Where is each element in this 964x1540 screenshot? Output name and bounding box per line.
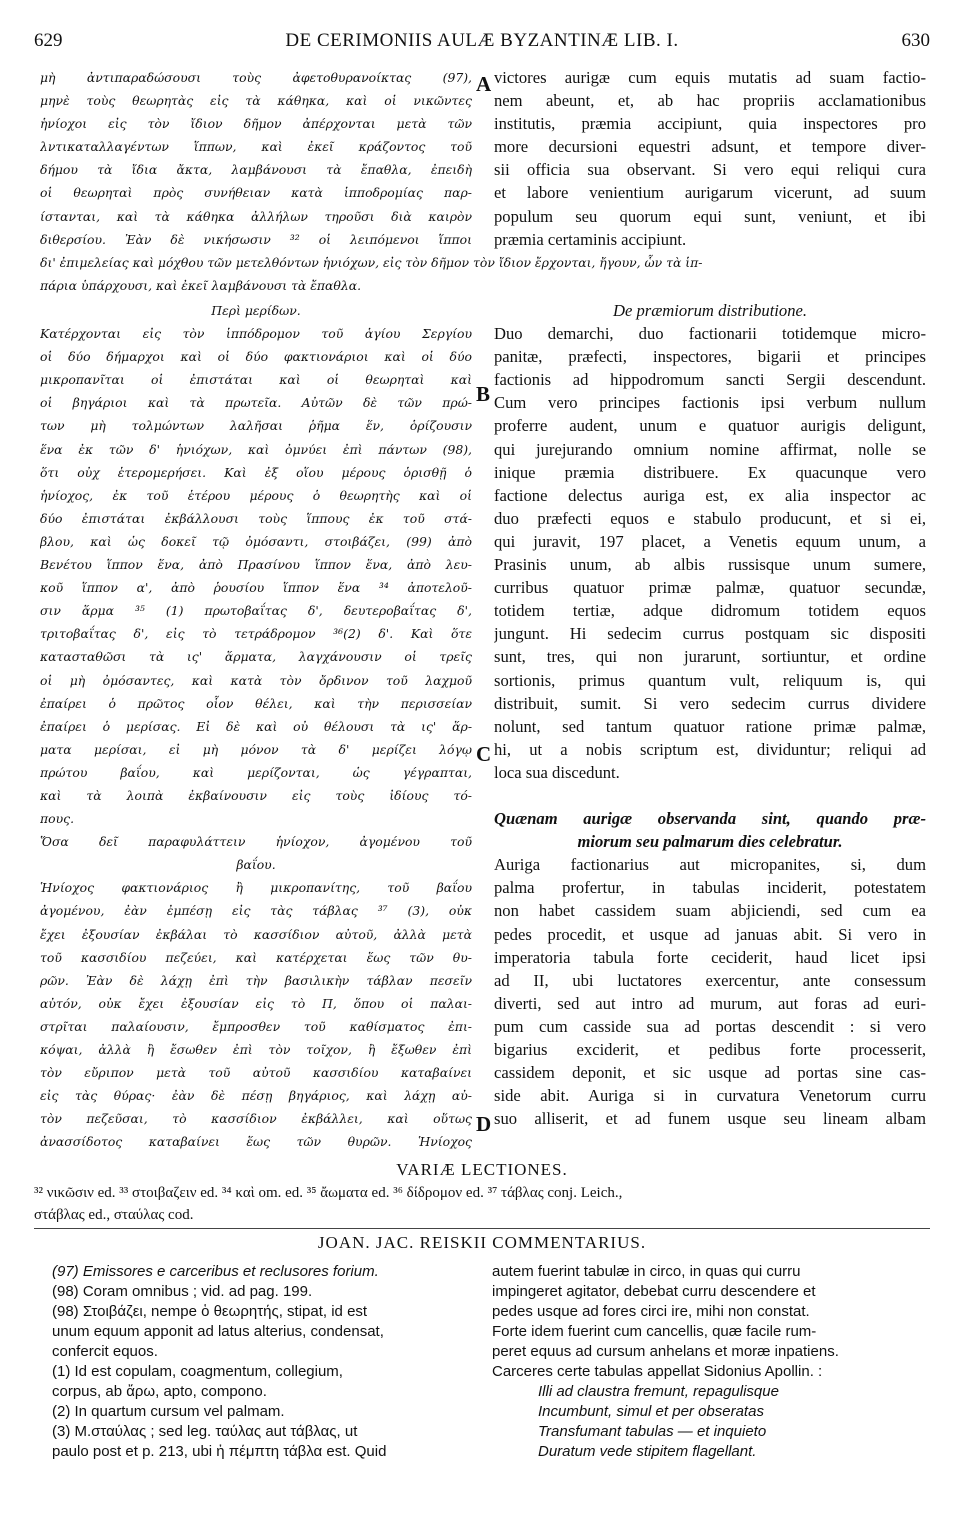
note-line: (98) Στοιβάζει, nempe ὁ θεωρητής, stipat, id est xyxy=(52,1303,368,1320)
greek-line: πρώτου βαΐου, καὶ μερίζονται, ὡς γέγραπται, xyxy=(40,764,472,780)
greek-line: ἡνίοχοι εἰς τὸν ἴδιον δῆμον ἀπέρχονται μετὰ τῶν xyxy=(40,116,472,132)
greek-line: κατασταθῶσι τὰ ις' ἅρματα, λαγχάνουσιν οἱ τρεῖς xyxy=(40,649,472,665)
greek-line: σιν ἅρμα ³⁵ (1) πρωτοβαΐτας δ', δευτεροβαΐτας δ', xyxy=(40,603,472,619)
variant-line: στάβλας ed., σταύλας cod. xyxy=(34,1207,194,1223)
latin-line: ad II, ubi luctatores exercentur, ante consessum xyxy=(494,970,926,990)
latin-line: non habet cassidem suam abjiciendi, sed cum ea xyxy=(494,901,926,921)
page-header xyxy=(34,30,930,56)
greek-column-block2 xyxy=(40,299,472,1153)
note-line: Carceres certe tabulas appellat Sidonius Apollin. : xyxy=(492,1363,823,1380)
note-line: unum equum apponit ad latus alterius, condensat, xyxy=(52,1323,384,1340)
greek-line: ἀνασσίδοτος καταβαίνει ἕως τῶν θυρῶν. Ἡνίοχος xyxy=(40,1134,472,1150)
latin-line: loca sua discedunt. xyxy=(494,762,620,782)
latin-line: more decursioni equestri adsunt, et tempore diver- xyxy=(494,137,926,157)
greek-line: ἕνα ἐκ τῶν δ' ἡνιόχων, καὶ ὀμνύει ἐπὶ πάντων (98), xyxy=(40,441,472,457)
latin-line: qui jurejurando omnium nomine affirmat, nolle se xyxy=(494,439,926,459)
commentary-right-column xyxy=(492,1262,932,1462)
note-line: pedes usque ad fores circi ire, mihi non constat. xyxy=(492,1303,810,1320)
note-line: impingeret agitator, debebat curru descendere et xyxy=(492,1283,816,1300)
latin-line: diverti, sed aut intro ad murum, aut foras ad euri- xyxy=(494,993,926,1013)
greek-line: λντικαταλλαγέντων ἵππων, καὶ ἐκεῖ κράζοντος τοῦ xyxy=(40,139,472,155)
greek-wide-line: πάρια ὑπάρχουσι, καὶ ἐκεῖ λαμβάνουσι τὰ ἔπαθλα. xyxy=(40,278,362,293)
latin-spacer xyxy=(494,784,926,807)
page-number-left: 629 xyxy=(34,30,63,51)
latin-line: Prasinis unum, ab albis russisque unum sumere, xyxy=(494,555,926,575)
latin-line: hi, ut a nobis scriptum est, dividuntur; reliqui ad xyxy=(494,739,926,759)
greek-line: ἔχει ἐξουσίαν ἐκβάλαι τὸ κασσίδιον αὐτοῦ, ἀλλὰ μετὰ xyxy=(40,926,472,942)
latin-line: side abit. Auriga si in curvatura Venetorum curru xyxy=(494,1086,926,1106)
greek-line: δύο ἐπιστάται ἐκβάλλουσι τοὺς ἵππους ἐκ τοῦ στά- xyxy=(40,510,472,526)
greek-line: οἱ δύο δήμαρχοι καὶ οἱ δύο φακτιονάριοι καὶ οἱ δύο xyxy=(40,349,472,365)
variae-lectiones-heading: VARIÆ LECTIONES. xyxy=(396,1160,568,1179)
greek-line: αὐτόν, οὐκ ἔχει ἐξουσίαν εἰς τὸ Π, ὅπου οἱ παλαι- xyxy=(40,995,472,1011)
latin-line: Auriga factionarius aut micropanites, si, dum xyxy=(494,855,926,875)
greek-line: διθερσίου. Ἐὰν δὲ νικήσωσιν ³² οἱ λειπόμενοι ἵπποι xyxy=(40,231,472,247)
latin-line: populum seu quorum equi sunt, veniunt, et ibi xyxy=(494,206,926,226)
greek-line: Βενέτου ἵππον ἕνα, ἀπὸ Πρασίνου ἵππον ἕνα, ἀπὸ λευ- xyxy=(40,557,472,573)
latin-line: sunt, tres, qui non jurarunt, sortiuntur, et ordine xyxy=(494,647,926,667)
greek-line: ρῶν. Ἐὰν δὲ λάχῃ ἐπὶ τὴν βασιλικὴν τάβλαν πεσεῖν xyxy=(40,972,472,988)
latin-line: imperatoria tabula forte ceciderit, haud licet ipsi xyxy=(494,947,926,967)
greek-line: εἰς τὰς θύρας· ἐὰν δὲ πέσῃ βηγάριος, καὶ λάχῃ αὐ- xyxy=(40,1088,472,1104)
greek-line: ὅτι οὐχ ἑτερομερήσει. Καὶ ἐξ οἵου μέρους ὁρισθῇ ὁ xyxy=(40,464,472,480)
greek-line: καὶ τὰ λοιπὰ ἐκβαίνουσιν εἰς τοὺς ἰδίους τό- xyxy=(40,787,472,803)
greek-line: οἱ θεωρηταὶ πρὸς συνήθειαν κατὰ ἱπποδρομίας παρ- xyxy=(40,185,472,201)
greek-line: ἐπαίρει ὁ μερίσας. Εἰ δὲ καὶ οὐ θέλουσι τὰ ις' ἅρ- xyxy=(40,718,472,734)
latin-line: sortionis, primus quantum vult, reliquum is, qui xyxy=(494,670,926,690)
greek-line: τριτοβαΐτας δ', εἰς τὸ τετράδρομον ³⁶(2) δ'. Καὶ ὅτε xyxy=(40,626,472,642)
note-line: autem fuerint tabulæ in circo, in quas qui curru xyxy=(492,1263,801,1280)
greek-line: ἡνίοχος, ἐκ τοῦ ἑτέρου μέρους ὁ θεωρητὴς καὶ οἱ xyxy=(40,487,472,503)
latin-line: victores aurigæ cum equis mutatis ad suam factio- xyxy=(494,68,926,87)
variant-line: ³² νικῶσιν ed. ³³ στοιβαζειν ed. ³⁴ καὶ om. ed. ³⁵ ἄωματα ed. ³⁶ δίδρομον ed. ³⁷ τάβλας conj. Leich., xyxy=(34,1185,623,1201)
latin-line: curribus quatuor primæ palmæ, quatuor secundæ, xyxy=(494,578,926,598)
latin-line: proferre audent, unum e quatuor aurigis deligunt, xyxy=(494,416,926,436)
section-marker-a: A xyxy=(476,72,492,96)
latin-line: inique præmia distribuere. Ex quacunque vero xyxy=(494,462,926,482)
latin-line: cassidem deponit, et sic usque ad portas sine cas- xyxy=(494,1063,926,1083)
greek-line: ἀγομένου, ἐὰν ἐμπέσῃ εἰς τὰς τάβλας ³⁷ (3), οὐκ xyxy=(40,903,472,919)
greek-line: ίστανται, καὶ τὰ κάθηκα ἀλλήλων τηροῦσι διὰ καιρὸν xyxy=(40,208,472,224)
running-title: DE CERIMONIIS AULÆ BYZANTINÆ LIB. I. xyxy=(285,30,679,51)
latin-line: Duo demarchi, duo factionarii totidemque micro- xyxy=(494,324,926,344)
latin-line: nolunt, sed tantum quatuor ratione primæ palmæ, xyxy=(494,716,926,736)
poem-line: Duratum vede stipitem flagellant. xyxy=(538,1443,757,1460)
latin-line: sii officia sua observant. Si vero equi reliqui cura xyxy=(494,160,926,180)
note-line: paulo post et p. 213, ubi ἡ πέμπτη τάβλα est. Quid xyxy=(52,1443,387,1460)
note-line: (97) Emissores e carceribus et reclusores forium. xyxy=(52,1263,379,1280)
greek-line: κοῦ ἵππον α', ἀπὸ ῥουσίου ἵππον ἕνα ³⁴ ἀποτελοῦ- xyxy=(40,580,472,596)
note-line: Forte idem fuerint cum cancellis, quæ facile rum- xyxy=(492,1323,817,1340)
greek-line: τοῦ κασσιδίου πεζεύει, καὶ κατέρχεται ἕως τῶν θυ- xyxy=(40,949,472,965)
section-marker-b: B xyxy=(476,382,491,406)
latin-line: palma profertur, in tabulas inciderit, potestatem xyxy=(494,878,926,898)
page-number-right: 630 xyxy=(901,30,930,51)
poem-line: Illi ad claustra fremunt, repagulisque xyxy=(538,1383,779,1400)
greek-line: πους. xyxy=(40,811,75,827)
greek-line: δήμου τὰ ἴδια ἄκτα, λαμβάνουσι τὰ ἔπαθλα, ἐπειδὴ xyxy=(40,162,472,178)
greek-line: στρῖται παλαίουσιν, ἔμπροσθεν τοῦ καθίσματος ἐπι- xyxy=(40,1018,472,1034)
greek-line: τὸν εὔριπον μετὰ τοῦ αὐτοῦ κασσιδίου καταβαίνει xyxy=(40,1065,472,1081)
poem-line: Incumbunt, simul et per obseratas xyxy=(538,1403,764,1420)
latin-line: duo præfecti equos e stabulo producunt, et si ei, xyxy=(494,508,926,528)
latin-section-heading: Quænam aurigæ observanda sint, quando præ- xyxy=(494,809,926,829)
latin-section-heading: miorum seu palmarum dies celebratur. xyxy=(577,832,843,852)
greek-line: Ἡνίοχος φακτιονάριος ἢ μικροπανίτης, τοῦ βαΐου xyxy=(40,880,472,896)
note-line: peret equus ad cursum anhelans et moræ inpatiens. xyxy=(492,1343,839,1360)
latin-line: distribuit, sumit. Si vero sedecim currus dividere xyxy=(494,693,926,713)
latin-line: factionis ad hippodromum sancti Sergii descendunt. xyxy=(494,370,926,390)
greek-line: μικροπανῖται οἱ ἐπιστάται καὶ οἱ θεωρηταὶ καὶ xyxy=(40,372,472,388)
greek-section-heading: Περὶ μερίδων. xyxy=(211,303,301,318)
latin-line: qui juravit, 197 placet, a Venetis equum unum, a xyxy=(494,531,926,551)
latin-line: jungunt. Hi sedecim currus postquam sic dispositi xyxy=(494,624,926,644)
poem-line: Transfumant tabulas — et inquieto xyxy=(538,1423,767,1440)
latin-line: factione delectus auriga est, ex alia inspector ac xyxy=(494,485,926,505)
greek-line: μὴ ἀντιπαραδώσουσι τοὺς ἀφετοθυρανοίκτας (97), xyxy=(40,70,472,85)
note-line: (2) In quartum cursum vel palmam. xyxy=(52,1403,285,1420)
greek-section-heading: βαΐου. xyxy=(236,857,276,873)
latin-line: panitæ, præfecti, inspectores, bigarii et principes xyxy=(494,347,926,367)
greek-line: ματα μερίσαι, εἰ μὴ μόνον τὰ δ' μερίζει λόγῳ xyxy=(40,741,472,757)
greek-line: των μὴ τολμώντων λαλῆσαι ῥῆμα ἕν, ὁρίζουσιν xyxy=(40,418,472,434)
greek-line: τὸν πεζεῦσαι, τὸ κασσίδιον ἐκβάλλει, καὶ οὕτως xyxy=(40,1111,472,1127)
greek-line: μηνὲ τοὺς θεωρητὰς εἰς τὰ κάθηκα, καὶ οἱ νικῶντες xyxy=(40,93,472,109)
variant-readings xyxy=(34,1182,934,1226)
latin-line: nem abeunt, et, ab hac propriis acclamationibus xyxy=(494,91,926,111)
greek-line: ἐπαίρει ὁ πρῶτος οἷον θέλει, καὶ τὴν περισσείαν xyxy=(40,695,472,711)
note-line: (3) M.σταύλας ; sed leg. ταύλας aut τάβλας, ut xyxy=(52,1423,358,1440)
latin-line: pum cum casside sua ad portas descendit : si vero xyxy=(494,1016,926,1036)
latin-line: suo alliserit, et ad funem usque seu lineam albam xyxy=(494,1109,926,1129)
latin-line: præmia certaminis accipiunt. xyxy=(494,229,687,249)
latin-line: institutis, præmia accipiunt, quia inspectores pro xyxy=(494,114,926,134)
section-marker-c: C xyxy=(476,742,492,766)
note-line: confercit equos. xyxy=(52,1343,158,1360)
latin-line: et labore venientium aurigarum vicerunt, ad suum xyxy=(494,183,926,203)
latin-section-heading: De præmiorum distributione. xyxy=(612,301,808,320)
note-line: (1) Id est copulam, coagmentum, collegium, xyxy=(52,1363,343,1380)
commentary-heading: JOAN. JAC. REISKII COMMENTARIUS. xyxy=(317,1233,647,1252)
latin-line: bigarius exciderit, et pedibus forte processerit, xyxy=(494,1040,926,1059)
greek-line: οἱ μὴ ὀμόσαντες, καὶ κατὰ τὸν ὄρδινον τοῦ λαχμοῦ xyxy=(40,672,472,688)
latin-line: totidem tertiæ, adque didromum totidem equos xyxy=(494,601,926,621)
latin-column-block1 xyxy=(494,66,926,251)
note-line: (98) Coram omnibus ; vid. ad pag. 199. xyxy=(52,1283,313,1300)
greek-line: βλου, καὶ ὡς δοκεῖ τῷ ὀμόσαντι, στοιβάζει, (99) ἀπὸ xyxy=(40,533,472,549)
latin-column-block2 xyxy=(494,299,926,1130)
latin-line: pedes procedit, et usque ad januas abit. Si vero in xyxy=(494,924,926,944)
latin-line: Cum vero principes factionis ipsi verbum nullum xyxy=(494,393,926,413)
greek-line: κόψαι, ἀλλὰ ἢ ἔσωθεν ἐπὶ τὸν τοῖχον, ἢ ἔξωθεν ἐπὶ xyxy=(40,1042,472,1057)
greek-section-heading: Ὅσα δεῖ παραφυλάττειν ἡνίοχον, ἀγομένου τοῦ xyxy=(40,834,472,850)
greek-column-block1 xyxy=(40,66,472,251)
greek-line: Κατέρχονται εἰς τὸν ἱππόδρομον τοῦ ἁγίου Σεργίου xyxy=(40,326,472,342)
divider xyxy=(34,1228,930,1229)
commentary-left-column xyxy=(52,1262,472,1462)
greek-line: οἱ βηγάριοι καὶ τὰ πρωτεῖα. Αὐτῶν δὲ τῶν πρώ- xyxy=(40,395,472,411)
note-line: corpus, ab ἄρω, apto, compono. xyxy=(52,1383,267,1400)
section-marker-d: D xyxy=(476,1112,492,1136)
greek-wide-line: δι' ἐπιμελείας καὶ μόχθου τῶν μετελθόντων ἡνιόχων, εἰς τὸν δῆμον τὸν ἴδιον ἔρχονται, ἤγουν, ὧν τὰ ἱπ- xyxy=(40,255,703,270)
